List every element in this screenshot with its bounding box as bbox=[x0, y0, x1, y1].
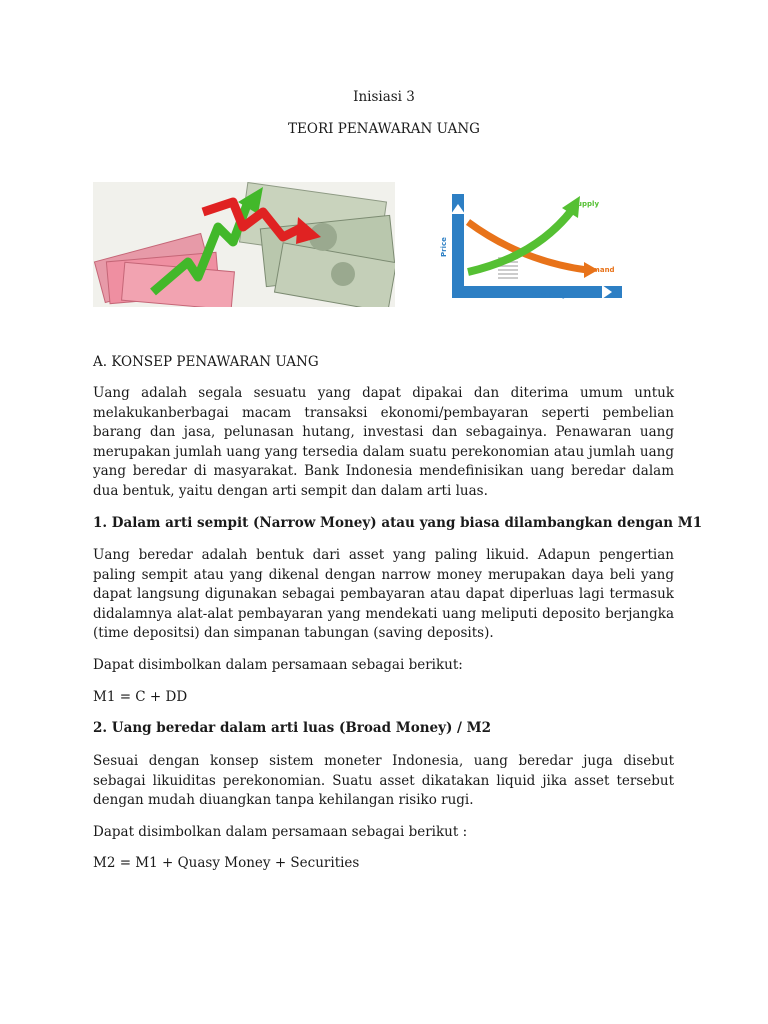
money-trend-image bbox=[93, 182, 395, 307]
m1-heading: 1. Dalam arti sempit (Narrow Money) atau yang biasa dilambangkan dengan M1 bbox=[93, 515, 703, 531]
m2-paragraph: Sesuai dengan konsep sistem moneter Indonesia, uang beredar juga disebut sebagai likuiditas perekonomian. Suatu asset dikatakan liquid jika asset tersebut dengan mudah diuangkan tanpa kehilangan risiko rugi. bbox=[93, 753, 674, 809]
supply-label: Supply bbox=[572, 200, 600, 208]
section-a-heading: A. KONSEP PENAWARAN UANG bbox=[93, 354, 319, 370]
m2-equation: M2 = M1 + Quasy Money + Securities bbox=[93, 855, 360, 871]
quantity-label: Quantity bbox=[532, 291, 567, 299]
m1-equation-intro: Dapat disimbolkan dalam persamaan sebagai berikut: bbox=[93, 657, 463, 673]
m2-heading: 2. Uang beredar dalam arti luas (Broad Money) / M2 bbox=[93, 720, 492, 736]
document-title: TEORI PENAWARAN UANG bbox=[288, 121, 480, 137]
m1-paragraph: Uang beredar adalah bentuk dari asset yang paling likuid. Adapun pengertian paling sempit atau yang dikenal dengan narrow money merupakan daya beli yang dapat langsung digunakan sebagai pembayaran atau dapat diperluas lagi termasuk didalamnya alat-alat pembayaran yang mendekati uang meliputi deposito berjangka (time depositsi) dan simpanan tabungan (saving deposits). bbox=[93, 547, 674, 642]
money-trend-illustration bbox=[93, 182, 395, 307]
supply-demand-image bbox=[432, 182, 642, 306]
supply-demand-graph bbox=[432, 182, 642, 306]
m1-equation: M1 = C + DD bbox=[93, 689, 188, 705]
initiation-label: Inisiasi 3 bbox=[353, 89, 415, 105]
m2-equation-intro: Dapat disimbolkan dalam persamaan sebagai berikut : bbox=[93, 824, 468, 840]
demand-label: Demand bbox=[582, 266, 615, 274]
price-label: Price bbox=[440, 237, 448, 257]
intro-paragraph: Uang adalah segala sesuatu yang dapat dipakai dan diterima umum untuk melakukanberbagai macam transaksi ekonomi/pembayaran seperti pembelian barang dan jasa, pelunasan hutang, investasi dan sebagainya. Penawaran uang merupakan jumlah uang yang tersedia dalam suatu perekonomian atau jumlah uang yang beredar di masyarakat. Bank Indonesia mendefinisikan uang beredar dalam dua bentuk, yaitu dengan arti sempit dan dalam arti luas. bbox=[93, 385, 674, 499]
